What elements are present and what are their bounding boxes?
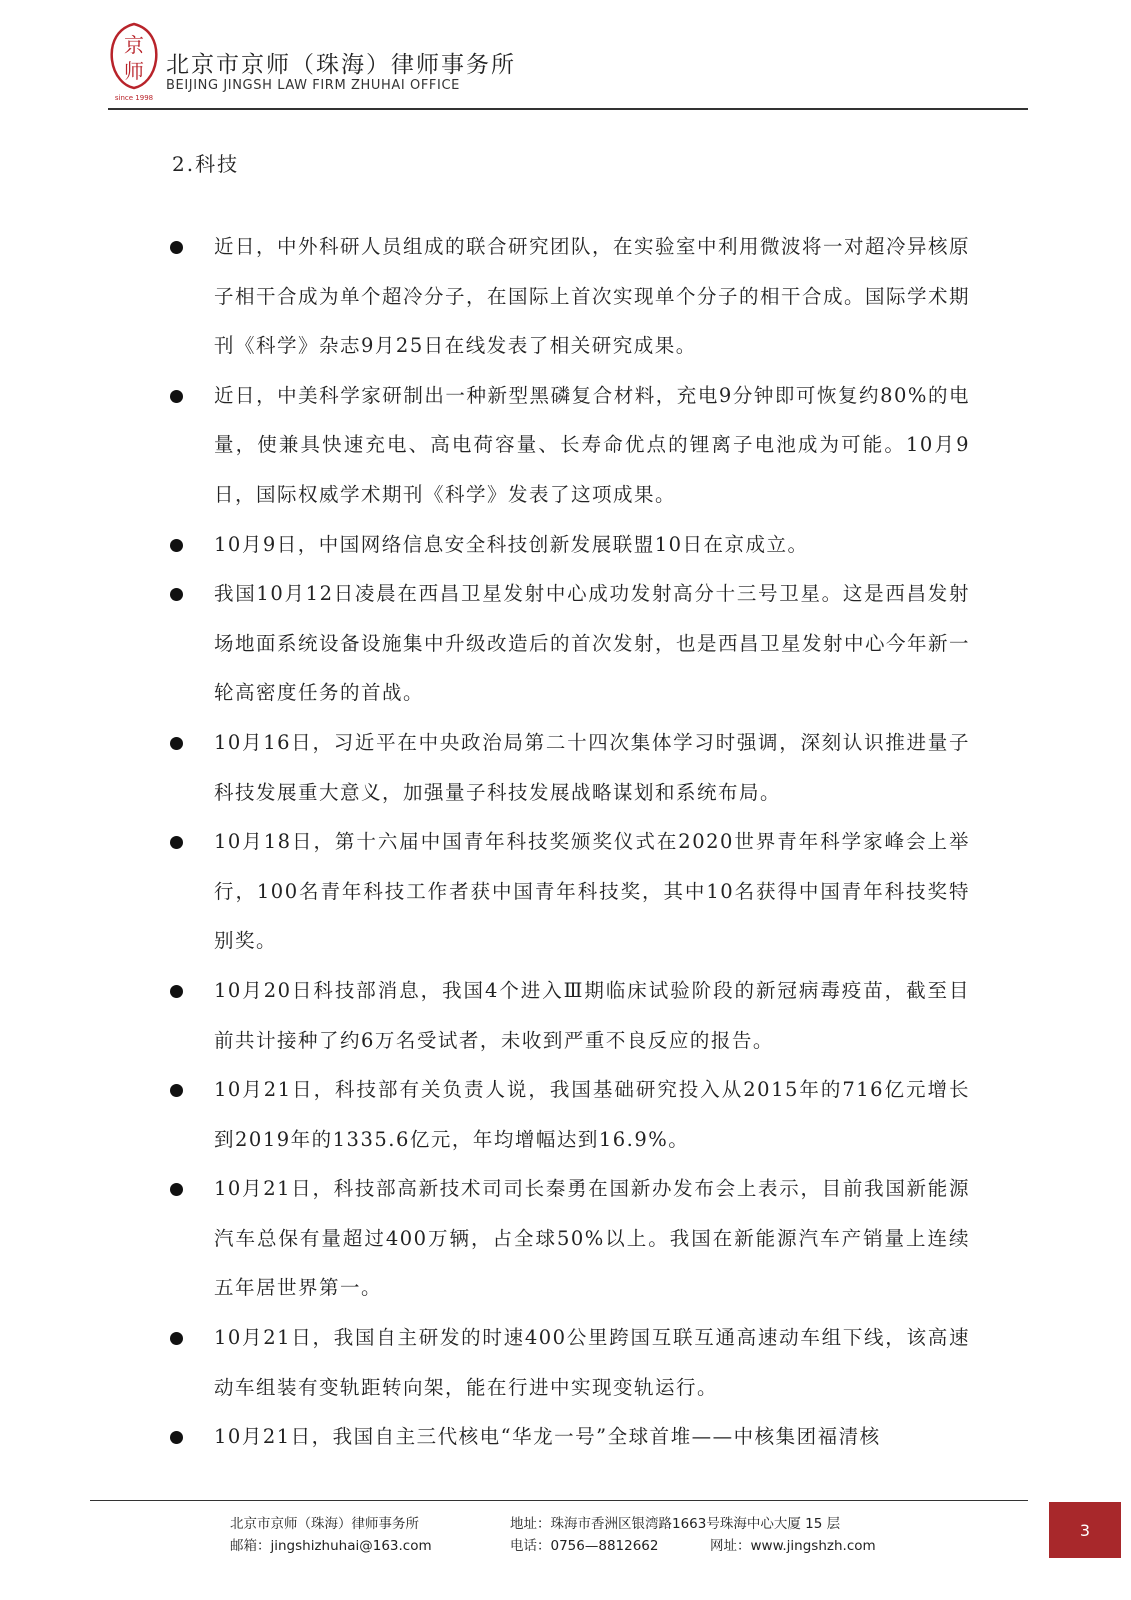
bullet-icon bbox=[170, 1431, 183, 1444]
list-item-text: 10月21日，科技部有关负责人说，我国基础研究投入从2015年的716亿元增长到2019年的1335.6亿元，年均增幅达到16.9%。 bbox=[214, 1078, 970, 1151]
bullet-icon bbox=[170, 836, 183, 849]
news-list bbox=[170, 222, 970, 1462]
list-item bbox=[170, 1065, 970, 1164]
bullet-icon bbox=[170, 241, 183, 254]
list-item bbox=[170, 222, 970, 371]
svg-text:师: 师 bbox=[124, 59, 144, 83]
footer-address: 地址：珠海市香洲区银湾路1663号珠海中心大厦 15 层 bbox=[510, 1516, 841, 1532]
list-item bbox=[170, 1412, 970, 1462]
page-number: 3 bbox=[1049, 1502, 1121, 1558]
bullet-icon bbox=[170, 1332, 183, 1345]
list-item bbox=[170, 966, 970, 1065]
list-item-text: 近日，中外科研人员组成的联合研究团队，在实验室中利用微波将一对超冷异核原子相干合成为单个超冷分子，在国际上首次实现单个分子的相干合成。国际学术期刊《科学》杂志9月25日在线发表了相关研究成果。 bbox=[214, 235, 971, 358]
list-item-text: 近日，中美科学家研制出一种新型黑磷复合材料，充电9分钟即可恢复约80%的电量，使兼具快速充电、高电荷容量、长寿命优点的锂离子电池成为可能。10月9日，国际权威学术期刊《科学》发表了这项成果。 bbox=[214, 383, 970, 506]
svg-text:京: 京 bbox=[124, 33, 144, 57]
logo-since: since 1998 bbox=[114, 94, 154, 102]
list-item bbox=[170, 817, 970, 966]
footer-email: 邮箱：jingshizhuhai@163.com bbox=[230, 1538, 432, 1554]
list-item bbox=[170, 520, 970, 570]
footer-website: 网址：www.jingshzh.com bbox=[710, 1538, 876, 1554]
list-item-text: 10月16日，习近平在中央政治局第二十四次集体学习时强调，深刻认识推进量子科技发展重大意义，加强量子科技发展战略谋划和系统布局。 bbox=[214, 730, 970, 804]
bullet-icon bbox=[170, 737, 183, 750]
letterhead bbox=[108, 20, 1028, 110]
bullet-icon bbox=[170, 539, 183, 552]
bullet-icon bbox=[170, 985, 183, 998]
footer-firm: 北京市京师（珠海）律师事务所 bbox=[230, 1516, 419, 1532]
bullet-icon bbox=[170, 1183, 183, 1196]
section-title: 2.科技 bbox=[172, 152, 240, 176]
footer-phone: 电话：0756—8812662 bbox=[510, 1538, 659, 1554]
list-item bbox=[170, 569, 970, 718]
list-item bbox=[170, 1313, 970, 1412]
list-item-text: 10月20日科技部消息，我国4个进入Ⅲ期临床试验阶段的新冠病毒疫苗，截至目前共计接种了约6万名受试者，未收到严重不良反应的报告。 bbox=[214, 978, 970, 1052]
list-item-text: 10月21日，我国自主研发的时速400公里跨国互联互通高速动车组下线，该高速动车组装有变轨距转向架，能在行进中实现变轨运行。 bbox=[214, 1326, 970, 1399]
firm-name-cn: 北京市京师（珠海）律师事务所 bbox=[166, 52, 516, 78]
header-divider bbox=[108, 108, 1028, 110]
list-item-text: 10月21日，科技部高新技术司司长秦勇在国新办发布会上表示，目前我国新能源汽车总保有量超过400万辆，占全球50%以上。我国在新能源汽车产销量上连续五年居世界第一。 bbox=[214, 1177, 970, 1300]
firm-name-en: BEIJING JINGSH LAW FIRM ZHUHAI OFFICE bbox=[166, 78, 460, 93]
bullet-icon bbox=[170, 390, 183, 403]
list-item bbox=[170, 718, 970, 817]
list-item-text: 10月9日，中国网络信息安全科技创新发展联盟10日在京成立。 bbox=[214, 532, 809, 556]
bullet-icon bbox=[170, 588, 183, 601]
list-item-text: 10月21日，我国自主三代核电“华龙一号”全球首堆——中核集团福清核 bbox=[214, 1425, 881, 1449]
firm-logo-icon bbox=[108, 20, 160, 92]
bullet-icon bbox=[170, 1084, 183, 1097]
footer-divider bbox=[90, 1500, 1028, 1501]
list-item-text: 我国10月12日凌晨在西昌卫星发射中心成功发射高分十三号卫星。这是西昌发射场地面系统设备设施集中升级改造后的首次发射，也是西昌卫星发射中心今年新一轮高密度任务的首战。 bbox=[214, 582, 971, 705]
list-item-text: 10月18日，第十六届中国青年科技奖颁奖仪式在2020世界青年科学家峰会上举行，100名青年科技工作者获中国青年科技奖，其中10名获得中国青年科技奖特别奖。 bbox=[214, 830, 970, 953]
list-item bbox=[170, 1164, 970, 1313]
list-item bbox=[170, 371, 970, 520]
